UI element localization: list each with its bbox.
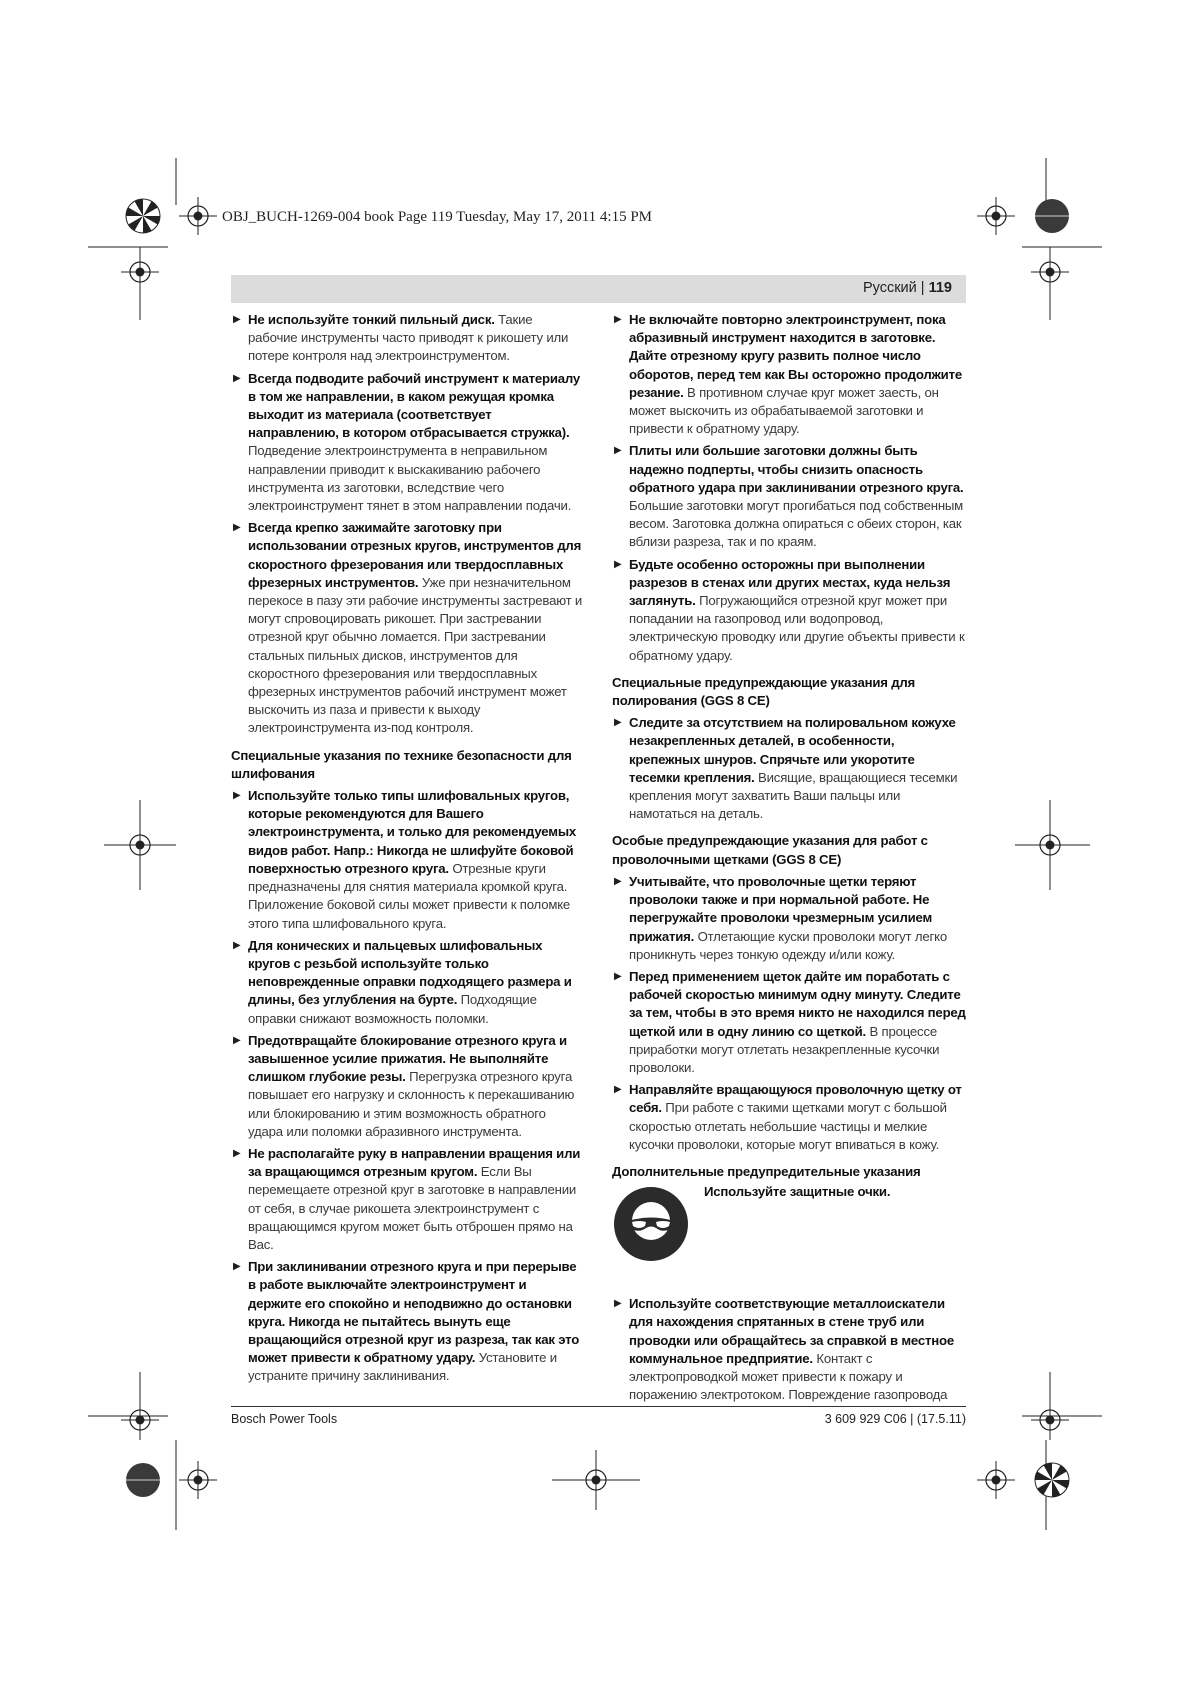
section-heading-polishing: Специальные предупреждающие указания для полирования (GGS 8 CE) [612,674,916,709]
bullet-arrow-icon: ▶ [233,1147,241,1159]
list-item [612,556,966,665]
item-bold: Используйте только типы шлифовальных кругов, которые рекомендуются для Вашего электроинструмента, и только для рекомендуемых видов работ. Напр.: Никогда не шлифуйте боковой поверхностью отрезного круга. [248,788,577,876]
bullet-arrow-icon: ▶ [233,372,241,384]
item-text: Такие рабочие инструменты часто приводят к рикошету или потере контроля над электроинструментом. [248,312,569,364]
bullet-arrow-icon: ▶ [614,970,622,982]
page-number: 119 [928,280,952,296]
bullet-arrow-icon: ▶ [233,522,241,534]
bullet-arrow-icon: ▶ [614,445,622,457]
header-separator: | [916,280,929,296]
item-bold: Не располагайте руку в направлении вращения или за вращающимся отрезным кругом. [248,1145,581,1180]
item-bold: Не включайте повторно электроинструмент, пока абразивный инструмент находится в заготовке. Дайте отрезному кругу развить полное число оборотов, перед тем как Вы осторожно продолжите резание. [629,312,962,400]
list-item [231,1145,583,1254]
item-bold: Учитывайте, что проволочные щетки теряют проволоки также и при нормальной работе. Не перегружайте проволоки чрезмерным усилием прижатия. [629,873,933,944]
list-item [231,370,583,516]
item-bold: Всегда подводите рабочий инструмент к материалу в том же направлении, в каком режущая кромка выходит из материала (соответствует направлению, в котором отбрасывается стружка). [248,370,581,441]
bullet-arrow-icon: ▶ [233,1261,241,1273]
list-item [231,787,583,933]
bullet-arrow-icon: ▶ [233,1034,241,1046]
item-bold: Не используйте тонкий пильный диск. [248,312,495,327]
bullet-arrow-icon: ▶ [614,1084,622,1096]
list-item [612,442,966,551]
item-bold: Направляйте вращающуюся проволочную щетку от себя. [629,1082,962,1116]
item-text: В противном случае круг может заесть, он может выскочить из обрабатываемой заготовки и привести к обратному удару. [629,384,939,437]
goggles-notice [612,1183,966,1291]
header-language: Русский [862,280,917,296]
safety-goggles-icon [614,1187,688,1261]
page-header [231,275,966,303]
item-text: Висящие, вращающиеся тесемки крепления могут захватить Ваши пальцы или намотаться на деталь. [629,769,958,822]
header-label [863,280,952,296]
item-text: В процессе приработки могут отлетать незакрепленные кусочки проволоки. [629,1023,940,1075]
item-text: Перегрузка отрезного круга повышает его нагрузку и склонность к перекашиванию или блокированию и этим возможность обратного удара или поломки абразивного инструмента. [248,1069,575,1139]
item-bold: Предотвращайте блокирование отрезного круга и завышенное усилие прижатия. Не выполняйте слишком глубокие резы. [248,1032,567,1085]
list-item [231,1258,583,1385]
item-bold: Следите за отсутствием на полировальном кожухе незакрепленных деталей, в особенности, крепежных шнуров. Спрячьте или укоротите тесемки крепления. [629,715,956,785]
bullet-arrow-icon: ▶ [614,1298,622,1310]
section-heading-grinding: Специальные указания по технике безопасности для шлифования [231,747,572,781]
right-column [612,311,966,1408]
footer-divider [231,1406,966,1407]
list-item [612,968,966,1077]
bullet-arrow-icon: ▶ [233,314,241,325]
item-bold: Для конических и пальцевых шлифовальных кругов с резьбой используйте только неповрежденные оправки подходящего размера и длины, без углубления на бурте. [248,937,572,1008]
item-bold: Перед применением щеток дайте им поработать с рабочей скоростью минимум одну минуту. Следите за тем, чтобы в это время никто не находился перед щеткой или в одну линию со щеткой. [629,968,966,1039]
bullet-arrow-icon: ▶ [233,939,241,951]
list-item [612,1081,966,1154]
bullet-arrow-icon: ▶ [614,875,622,887]
list-item [612,873,966,964]
item-bold: Используйте соответствующие металлоискатели для нахождения спрятанных в стене труб или проводки или обращайтесь за справкой в местное коммунальное предприятие. [629,1296,954,1366]
section-heading-wire-brush: Особые предупреждающие указания для работ с проволочными щетками (GGS 8 CE) [612,833,928,867]
item-text: Контакт с электропроводкой может привести к пожару и поражению электротоком. Повреждение газопровода [629,1350,948,1403]
item-text: Отлетающие куски проволоки могут легко проникнуть через тонкую одежду и/или кожу. [629,928,947,962]
item-text: Подведение электроинструмента в неправильном направлении приводит к выскакиванию рабочего инструмента из заготовки, вследствие чего электроинструмент тянет в этом направлении подачи. [248,443,572,514]
goggles-text: Используйте защитные очки. [704,1184,891,1200]
item-text: Погружающийся отрезной круг может при попадании на газопровод или водопровод, электрическую проводку или другие объекты привести к обратному удару. [629,593,965,663]
bullet-arrow-icon: ▶ [614,558,622,570]
list-item [612,714,966,823]
footer-brand: Bosch Power Tools [231,1412,338,1426]
section-heading-additional: Дополнительные предупредительные указания [612,1163,921,1179]
print-slug: OBJ_BUCH-1269-004 book Page 119 Tuesday, May 17, 2011 4:15 PM [222,209,653,225]
item-bold: Плиты или большие заготовки должны быть надежно подперты, чтобы снизить опасность обратного удара при заклинивании отрезного круга. [629,443,964,495]
list-item [612,311,966,438]
list-item [231,937,583,1028]
item-text: Установите и устраните причину заклинивания. [248,1350,557,1384]
bullet-arrow-icon: ▶ [233,790,241,802]
item-bold: При заклинивании отрезного круга и при перерыве в работе выключайте электроинструмент и держите его спокойно и неподвижно до остановки круга. Никогда не пытайтесь вынуть еще вращающийся отрезной круг из разреза, так как это может привести к обратному удару. [248,1259,580,1366]
bullet-arrow-icon: ▶ [614,717,622,729]
list-item [612,1295,966,1404]
left-column [231,311,583,1390]
bullet-arrow-icon: ▶ [614,314,622,325]
footer-doc-number: 3 609 929 C06 | (17.5.11) [824,1412,966,1426]
item-bold: Будьте особенно осторожны при выполнении разрезов в стенах или других местах, куда нельзя заглянуть. [629,556,951,609]
item-text: Уже при незначительном перекосе в пазу эти рабочие инструменты застревают и могут спровоцировать рикошет. При застревании отрезной круг обычно ломается. При застревании стальных пильных дисков, инструментов для скоростного фрезерования или твердосплавных фрезерных инструментов рабочий инструмент может выскочить из паза и привести к выходу электроинструмента из-под контроля. [248,574,583,736]
list-item [231,1032,583,1141]
list-item [231,311,583,366]
item-text: Большие заготовки могут прогибаться под собственным весом. Заготовка должна опираться с обеих сторон, как вблизи разреза, так и по краям. [629,498,964,550]
list-item [231,519,583,737]
item-text: Если Вы перемещаете отрезной круг в заготовке в направлении от себя, в случае рикошета электроинструмент с вращающимся кругом может быть отброшен прямо на Вас. [248,1164,577,1252]
item-text: При работе с такими щетками могут с большой скоростью отлетать небольшие частицы и мелкие кусочки проволоки, которые могут впиваться в кожу. [629,1100,947,1152]
item-text: Подходящие оправки снижают возможность поломки. [248,992,537,1026]
item-text: Отрезные круги предназначены для снятия материала кромкой круга. Приложение боковой силы может привести к поломке этого типа шлифовального круга. [248,860,571,931]
item-bold: Всегда крепко зажимайте заготовку при использовании отрезных кругов, инструментов для скоростного фрезерования или твердосплавных фрезерных инструментов. [248,520,582,590]
